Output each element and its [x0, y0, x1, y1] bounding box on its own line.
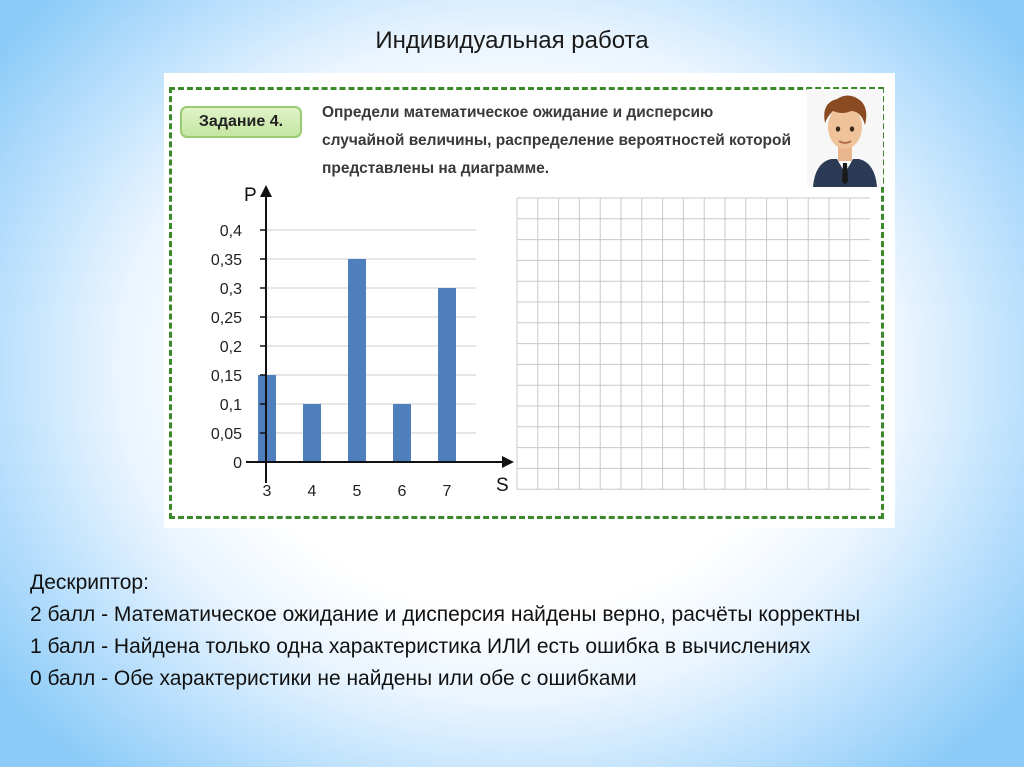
x-axis-label: S [496, 475, 509, 496]
x-tick-label: 4 [307, 483, 317, 500]
descriptor-line: 1 балл - Найдена только одна характеристика ИЛИ есть ошибка в вычислениях [30, 635, 811, 658]
y-tick-label: 0,25 [210, 310, 242, 327]
bar [348, 259, 366, 462]
bar [303, 404, 321, 462]
y-tick-label: 0,2 [219, 339, 242, 356]
task-text: Определи математическое ожидание и дисперсию случайной величины, распределение вероятностей которой представлены на диаграмме. [322, 104, 792, 177]
descriptor-line: 2 балл - Математическое ожидание и дисперсия найдены верно, расчёты корректны [30, 603, 861, 626]
x-tick-label: 3 [262, 483, 272, 500]
descriptor [30, 567, 1024, 695]
y-tick-label: 0,1 [219, 397, 242, 414]
y-tick-label: 0,35 [210, 252, 242, 269]
bar-chart [184, 173, 514, 503]
x-tick-label: 7 [442, 483, 452, 500]
y-tick-label: 0 [233, 455, 242, 472]
y-tick-label: 0,3 [219, 281, 242, 298]
student-avatar-icon [807, 89, 883, 187]
y-tick-label: 0,05 [210, 426, 242, 443]
y-axis-label: P [244, 185, 257, 206]
descriptor-line: 0 балл - Обе характеристики не найдены или обе с ошибками [30, 667, 637, 690]
slide-title: Индивидуальная работа [375, 27, 649, 54]
task-label: Задание 4. [180, 106, 302, 138]
y-axis-arrow-icon [260, 185, 272, 197]
x-axis-arrow-icon [502, 456, 514, 468]
task-card [164, 73, 895, 528]
x-tick-label: 6 [397, 483, 407, 500]
x-tick-label: 5 [352, 483, 362, 500]
y-tick-label: 0,4 [219, 223, 242, 240]
descriptor-heading: Дескриптор: [30, 571, 149, 594]
bar [438, 288, 456, 462]
y-tick-label: 0,15 [210, 368, 242, 385]
bar [393, 404, 411, 462]
answer-grid [516, 197, 870, 499]
